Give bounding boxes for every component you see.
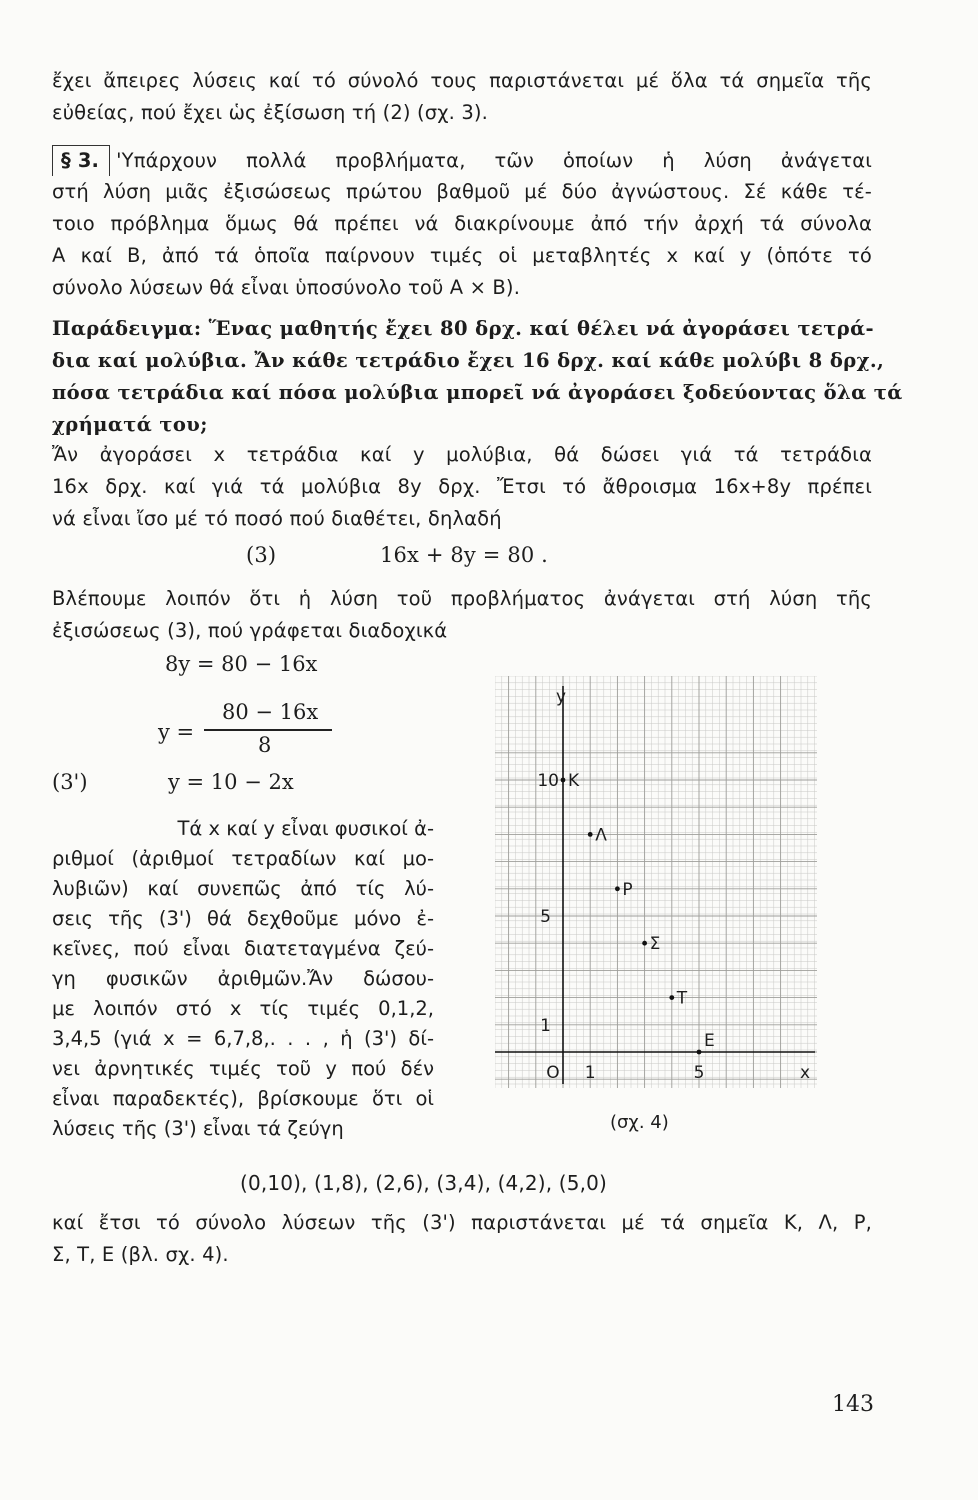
- page-number: 143: [832, 1392, 874, 1417]
- y-tick-10: 10: [537, 771, 559, 791]
- section-3-line-2: στή λύση μιᾶς ἐξισώσεως πρώτου βαθμοῦ μέ δύο ἀγνώστους. Σέ κάθε τέ-: [52, 180, 872, 203]
- plot-labels: [537, 687, 810, 1083]
- origin-label: O: [546, 1063, 560, 1083]
- figure-4-grid-plot: [495, 676, 817, 1088]
- section-3-line-5: σύνολο λύσεων θά εἶναι ὑποσύνολο τοῦ Α × Β).: [52, 276, 521, 299]
- solution-line-4: Βλέπουμε λοιπόν ὅτι ἡ λύση τοῦ προβλήματος ἀνάγεται στή λύση τῆς: [52, 587, 872, 610]
- equation-3: 16x + 8y = 80 .: [380, 543, 549, 567]
- derivation-step-3-label: (3'): [52, 770, 88, 794]
- figure-caption: (σχ. 4): [610, 1112, 669, 1133]
- x-axis-label: x: [799, 1063, 811, 1083]
- solution-point-label-1: Κ: [568, 771, 580, 791]
- solution-point-4: [642, 941, 647, 946]
- closing-line-2: Σ, Τ, Ε (βλ. σχ. 4).: [52, 1243, 229, 1266]
- intro-line-2: εὐθείας, πού ἔχει ὡς ἐξίσωση τή (2) (σχ. 3).: [52, 101, 489, 124]
- section-number: § 3.: [52, 145, 110, 176]
- example-line-4: χρήματά του;: [52, 413, 208, 436]
- solution-point-label-3: Ρ: [622, 879, 633, 900]
- narrow-line-3: λυβιῶν) καί συνεπῶς ἀπό τίς λύ-: [52, 877, 434, 900]
- equation-3-label: (3): [246, 543, 277, 567]
- solution-pairs: (0,10), (1,8), (2,6), (3,4), (4,2), (5,0): [240, 1171, 607, 1195]
- narrow-line-4: σεις τῆς (3') θά δεχθοῦμε μόνο ἐ-: [52, 907, 434, 930]
- solution-point-2: [588, 832, 593, 837]
- closing-line-1: καί ἔτσι τό σύνολο λύσεων τῆς (3') παριστάνεται μέ τά σημεῖα Κ, Λ, Ρ,: [52, 1211, 872, 1234]
- solution-point-label-5: Τ: [676, 988, 688, 1009]
- solution-line-3: νά εἶναι ἴσο μέ τό ποσό πού διαθέτει, δηλαδή: [52, 507, 502, 530]
- y-tick-5: 5: [540, 907, 551, 927]
- derivation-step-2-numerator: 80 − 16x: [222, 700, 319, 724]
- solution-point-label-4: Σ: [649, 934, 661, 955]
- solution-line-1: Ἄν ἀγοράσει x τετράδια καί y μολύβια, θά δώσει γιά τά τετράδια: [52, 443, 872, 466]
- narrow-line-5: κεῖνες, πού εἶναι διατεταγμένα ζεύ-: [52, 937, 434, 960]
- solution-point-label-2: Λ: [595, 825, 607, 846]
- solution-point-6: [697, 1050, 702, 1055]
- x-tick-5: 5: [693, 1063, 705, 1083]
- derivation-step-2-lhs: y =: [158, 720, 195, 744]
- solution-point-label-6: Ε: [704, 1031, 715, 1051]
- derivation-step-2-denominator: 8: [258, 733, 272, 757]
- narrow-line-9: νει ἀρνητικές τιμές τοῦ y πού δέν: [52, 1057, 434, 1080]
- intro-line-1: ἔχει ἄπειρες λύσεις καί τό σύνολό τους παριστάνεται μέ ὅλα τά σημεῖα τῆς: [52, 69, 872, 92]
- solution-point-1: [561, 778, 566, 783]
- narrow-line-1: Τά x καί y εἶναι φυσικοί ἀ-: [177, 817, 434, 840]
- section-3-line-4: Α καί Β, ἀπό τά ὁποῖα παίρνουν τιμές οἱ μεταβλητές x καί y (ὁπότε τό: [52, 244, 872, 267]
- derivation-step-1: 8y = 80 − 16x: [165, 652, 318, 676]
- section-3-text-1: 'Υπάρχουν πολλά προβλήματα, τῶν ὁποίων ἡ λύση ἀνάγεται: [116, 149, 872, 172]
- section-3-line-3: τοιο πρόβλημα ὅμως θά πρέπει νά διακρίνουμε ἀπό τήν ἀρχή τά σύνολα: [52, 212, 872, 235]
- narrow-line-7: με λοιπόν στό x τίς τιμές 0,1,2,: [52, 997, 434, 1020]
- x-tick-1: 1: [584, 1063, 596, 1083]
- narrow-line-11: λύσεις τῆς (3') εἶναι τά ζεύγη: [52, 1117, 344, 1140]
- fraction-bar: [204, 729, 332, 731]
- y-tick-1: 1: [540, 1015, 551, 1036]
- y-axis-label: y: [555, 687, 567, 707]
- solution-line-5: ἐξισώσεως (3), πού γράφεται διαδοχικά: [52, 619, 448, 642]
- example-line-3: πόσα τετράδια καί πόσα μολύβια μπορεῖ νά ἀγοράσει ξοδεύοντας ὅλα τά: [52, 381, 903, 404]
- solution-point-5: [669, 995, 674, 1000]
- section-3-line-1: [52, 145, 872, 176]
- narrow-line-10: εἶναι παραδεκτές), βρίσκουμε ὅτι οἱ: [52, 1087, 434, 1110]
- narrow-line-8: 3,4,5 (γιά x = 6,7,8,. . . , ἡ (3') δί-: [52, 1027, 434, 1050]
- derivation-step-3: y = 10 − 2x: [168, 770, 294, 794]
- narrow-line-2: ριθμοί (ἀριθμοί τετραδίων καί μο-: [52, 847, 434, 870]
- example-line-1: Παράδειγμα: Ἕνας μαθητής ἔχει 80 δρχ. καί θέλει νά ἀγοράσει τετρά-: [52, 317, 875, 340]
- solution-point-3: [615, 886, 620, 891]
- solution-line-2: 16x δρχ. καί γιά τά μολύβια 8y δρχ. Ἔτσι τό ἄθροισμα 16x+8y πρέπει: [52, 475, 872, 498]
- narrow-line-6: γη φυσικῶν ἀριθμῶν.Ἄν δώσου-: [52, 967, 434, 990]
- example-line-2: δια καί μολύβια. Ἄν κάθε τετράδιο ἔχει 16 δρχ. καί κάθε μολύβι 8 δρχ.,: [52, 349, 885, 372]
